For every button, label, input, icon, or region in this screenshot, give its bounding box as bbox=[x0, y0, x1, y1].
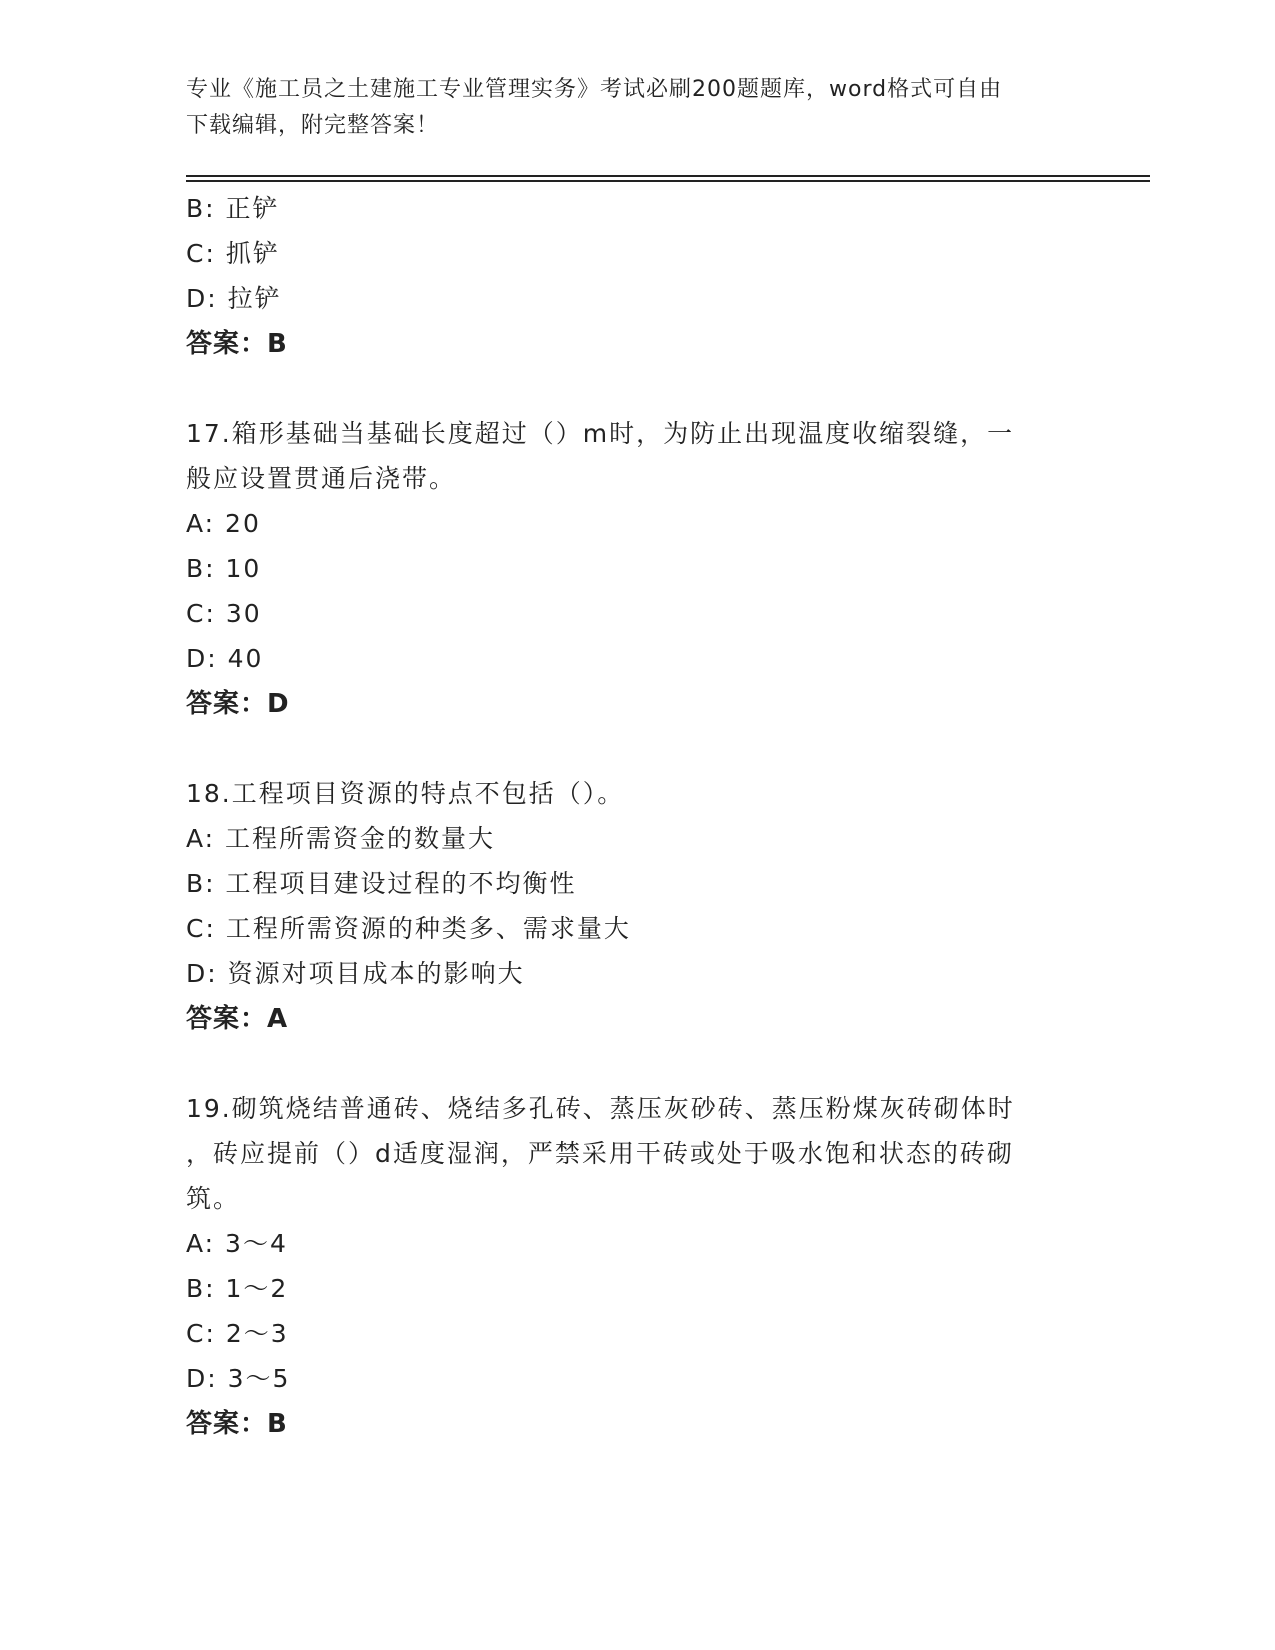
q17-option-a: A: 20 bbox=[186, 509, 261, 538]
header-divider-top bbox=[186, 175, 1150, 177]
header-divider-bottom bbox=[186, 180, 1150, 182]
q17-stem-line-2: 般应设置贯通后浇带。 bbox=[186, 464, 457, 493]
q19-stem-line-3: 筑。 bbox=[186, 1184, 241, 1213]
document-header bbox=[186, 72, 1066, 144]
q18-option-a: A: 工程所需资金的数量大 bbox=[186, 824, 496, 853]
q17-option-d: D: 40 bbox=[186, 644, 264, 673]
q17-option-b: B: 10 bbox=[186, 554, 262, 583]
q17-answer: 答案：D bbox=[186, 689, 290, 719]
q19-option-b: B: 1～2 bbox=[186, 1274, 289, 1303]
q17-stem-line-1: 17.箱形基础当基础长度超过（）m时，为防止出现温度收缩裂缝，一 bbox=[186, 419, 1015, 448]
header-line-2: 下载编辑，附完整答案！ bbox=[186, 113, 440, 138]
header-line-1: 专业《施工员之土建施工专业管理实务》考试必刷200题题库，word格式可自由 bbox=[186, 77, 1003, 102]
q18-option-d: D: 资源对项目成本的影响大 bbox=[186, 959, 525, 988]
q19-answer: 答案：B bbox=[186, 1409, 288, 1439]
q18-answer: 答案：A bbox=[186, 1004, 289, 1034]
q16-option-b: B: 正铲 bbox=[186, 194, 280, 223]
q19-option-c: C: 2～3 bbox=[186, 1319, 289, 1348]
q17-option-c: C: 30 bbox=[186, 599, 262, 628]
q19-option-a: A: 3～4 bbox=[186, 1229, 288, 1258]
q18-option-c: C: 工程所需资源的种类多、需求量大 bbox=[186, 914, 631, 943]
q18-stem: 18.工程项目资源的特点不包括（）。 bbox=[186, 779, 625, 808]
q19-option-d: D: 3～5 bbox=[186, 1364, 291, 1393]
q19-stem-line-2: ，砖应提前（）d适度湿润，严禁采用干砖或处于吸水饱和状态的砖砌 bbox=[186, 1139, 1014, 1168]
q16-option-c: C: 抓铲 bbox=[186, 239, 280, 268]
q18-option-b: B: 工程项目建设过程的不均衡性 bbox=[186, 869, 577, 898]
q19-stem-line-1: 19.砌筑烧结普通砖、烧结多孔砖、蒸压灰砂砖、蒸压粉煤灰砖砌体时 bbox=[186, 1094, 1015, 1123]
q16-answer: 答案：B bbox=[186, 329, 288, 359]
q16-option-d: D: 拉铲 bbox=[186, 284, 282, 313]
